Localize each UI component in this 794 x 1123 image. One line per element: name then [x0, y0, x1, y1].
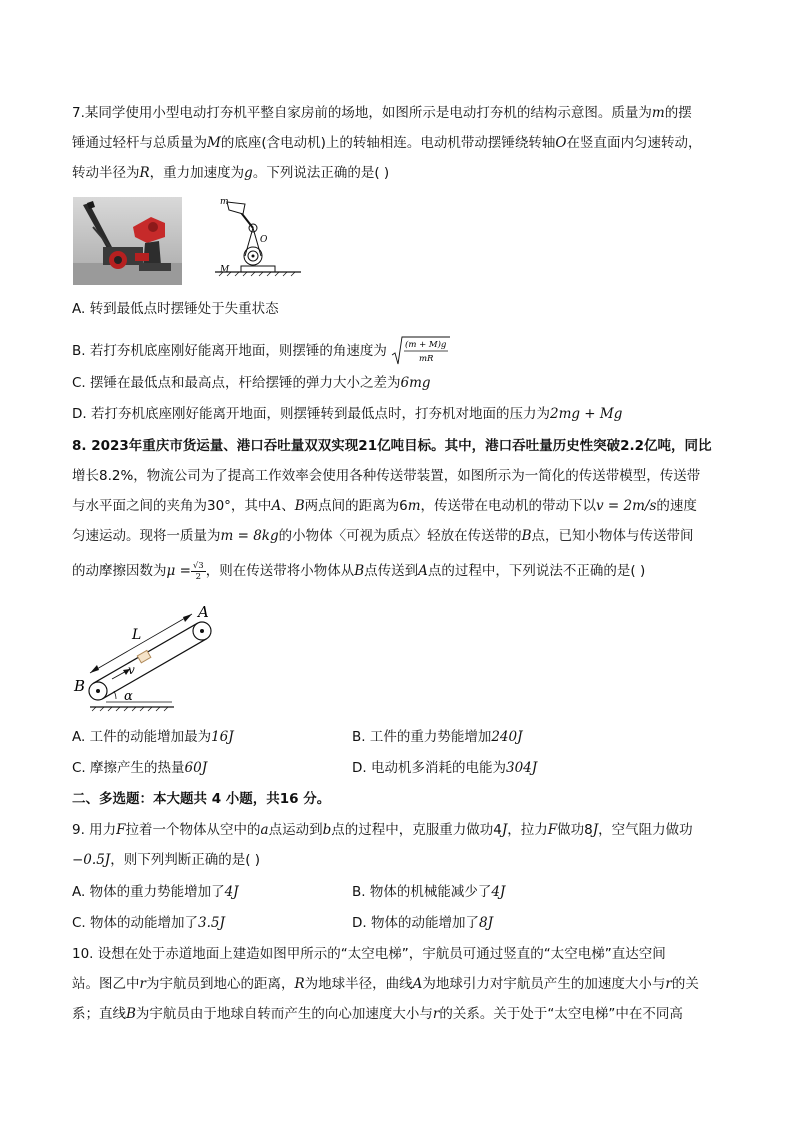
- sqrt-expression: [391, 335, 451, 367]
- sqrt-numerator: (m + M)g: [405, 340, 447, 350]
- q9-line2: −0.5J，则下列判断正确的是( ): [72, 852, 261, 868]
- q9-option-b: B. 物体的机械能减少了4J: [352, 884, 506, 900]
- q8-line3: 与水平面之间的夹角为30°，其中A、B两点间的距离为6m，传送带在电动机的带动下以v = 2m/s的速度: [72, 498, 697, 514]
- fig-label-m: m: [220, 197, 229, 207]
- q8-option-d: D. 电动机多消耗的电能为304J: [352, 760, 538, 776]
- q7-option-d: D. 若打夯机底座刚好能离开地面，则摆锤转到最低点时，打夯机对地面的压力为2mg + Mg: [72, 406, 623, 422]
- q10-line3: 系；直线B为宇航员由于地球自转而产生的向心加速度大小与r的关系。关于处于“太空电梯”中在不同高: [72, 1006, 683, 1022]
- fig-label-O: O: [260, 235, 268, 245]
- q8-option-b: B. 工件的重力势能增加240J: [352, 729, 523, 745]
- q8-line1: 8. 2023年重庆市货运量、港口吞吐量双双实现21亿吨目标。其中，港口吞吐量历史性突破2.2亿吨，同比: [72, 438, 712, 454]
- q7-option-c: C. 摆锤在最低点和最高点，杆给摆锤的弹力大小之差为6mg: [72, 375, 431, 391]
- fig-label-M: M: [220, 265, 230, 275]
- q8-option-a: A. 工件的动能增加最为16J: [72, 729, 234, 745]
- q8-line4: 匀速运动。现将一质量为m = 8kg的小物体〈可视为质点〉轻放在传送带的B点，已知小物体与传送带间: [72, 528, 694, 544]
- tamper-structure-diagram: [205, 196, 305, 286]
- q8-line5: 的动摩擦因数为μ = $\frac{√3}{2}$ ，则在传送带将小物体从B点传送到A点的过程中，下列说法不正确的是( ): [72, 560, 646, 582]
- sqrt-denominator: mR: [419, 354, 434, 364]
- fig-label-A: A: [198, 603, 209, 621]
- fig-label-alpha: α: [124, 689, 133, 704]
- q7-line2: 锤通过轻杆与总质量为M的底座(含电动机)上的转轴相连。电动机带动摆锤绕转轴O在竖直面内匀速转动，: [72, 135, 702, 151]
- q8-option-c: C. 摩擦产生的热量60J: [72, 760, 208, 776]
- q9-option-a: A. 物体的重力势能增加了4J: [72, 884, 239, 900]
- fig-label-v: v: [128, 663, 135, 677]
- q9-option-c: C. 物体的动能增加了3.5J: [72, 915, 225, 931]
- q7-line3: 转动半径为R，重力加速度为g。下列说法正确的是( ): [72, 165, 390, 181]
- q7-line1: 7.某同学使用小型电动打夯机平整自家房前的场地，如图所示是电动打夯机的结构示意图。质量为m的摆: [72, 105, 692, 121]
- q7-option-a: A. 转到最低点时摆锤处于失重状态: [72, 301, 279, 317]
- fig-label-L: L: [132, 627, 142, 643]
- section-heading-multiple-choice: 二、多选题：本大题共 4 小题，共16 分。: [72, 791, 331, 807]
- q10-line1: 10. 设想在处于赤道地面上建造如图甲所示的“太空电梯”，宇航员可通过竖直的“太空电梯”直达空间: [72, 946, 666, 962]
- q10-line2: 站。图乙中r为宇航员到地心的距离，R为地球半径，曲线A为地球引力对宇航员产生的加速度大小与r的关: [72, 976, 699, 992]
- q9-line1: 9. 用力F拉着一个物体从空中的a点运动到b点的过程中，克服重力做功4J，拉力F做功8J，空气阻力做功: [72, 822, 693, 838]
- q7-option-b: B. 若打夯机底座刚好能离开地面，则摆锤的角速度为 (m + M)g mR: [72, 335, 451, 367]
- q8-line2: 增长8.2%，物流公司为了提高工作效率会使用各种传送带装置，如图所示为一简化的传送带模型，传送带: [72, 468, 701, 484]
- tamper-machine-photo: [73, 197, 182, 285]
- conveyor-belt-diagram: [72, 603, 252, 713]
- fig-label-B: B: [74, 677, 86, 695]
- q9-option-d: D. 物体的动能增加了8J: [352, 915, 493, 931]
- mu-fraction: $\frac{√3}{2}$: [192, 560, 204, 582]
